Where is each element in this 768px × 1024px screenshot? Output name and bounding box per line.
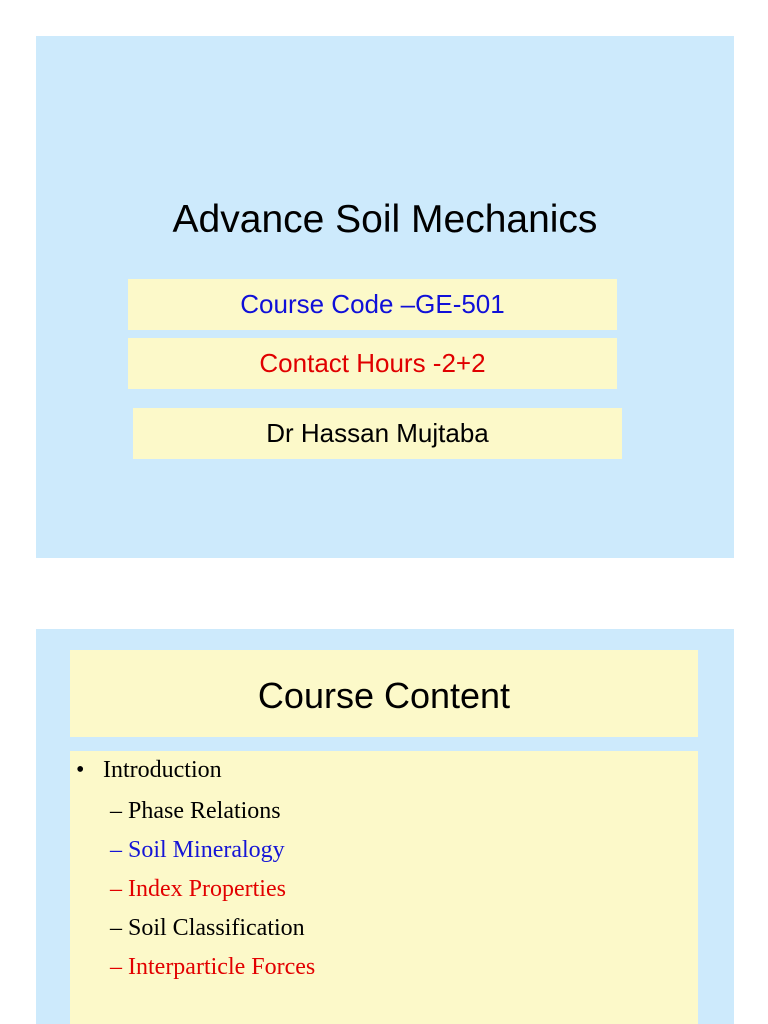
course-code-box: Course Code –GE-501	[128, 279, 617, 330]
author-box: Dr Hassan Mujtaba	[133, 408, 622, 459]
slide-title: Advance Soil Mechanics	[172, 198, 598, 241]
sub-item-soil-mineralogy: – Soil Mineralogy	[110, 837, 285, 863]
title-slide	[36, 36, 734, 558]
course-content-title: Course Content	[70, 650, 698, 737]
bullet-item-label: Introduction	[103, 757, 222, 783]
sub-item-phase-relations: – Phase Relations	[110, 798, 281, 824]
sub-item-list	[110, 796, 315, 991]
content-slide	[36, 629, 734, 1024]
bullet-icon: •	[76, 757, 85, 783]
contact-hours-box: Contact Hours -2+2	[128, 338, 617, 389]
sub-item-interparticle-forces: – Interparticle Forces	[110, 954, 316, 980]
sub-item-soil-classification: – Soil Classification	[110, 915, 305, 941]
course-content-body	[70, 751, 698, 1024]
sub-item-index-properties: – Index Properties	[110, 876, 286, 902]
bullet-item-introduction	[76, 757, 222, 784]
